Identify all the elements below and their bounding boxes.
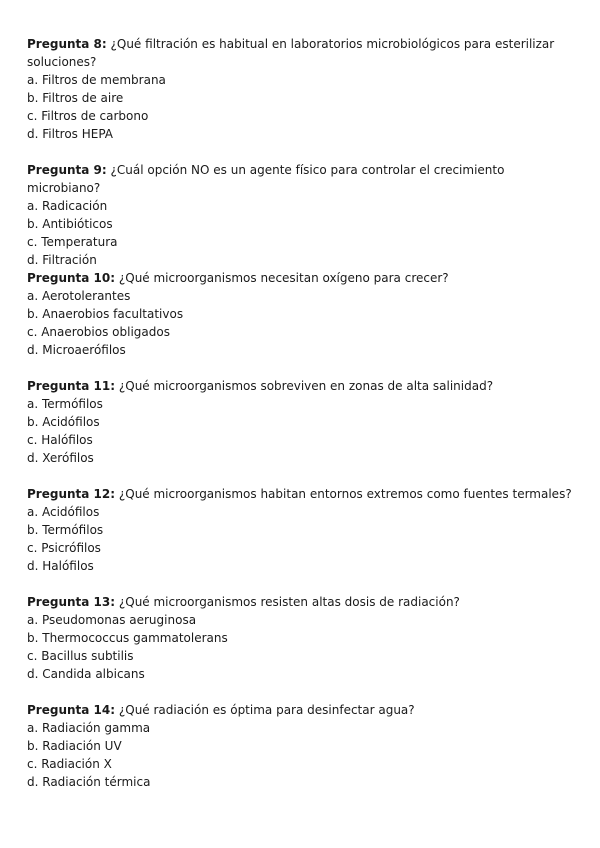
question-9: [27, 161, 572, 269]
option-c: c. Halófilos: [27, 433, 93, 447]
question-label: Pregunta 11:: [27, 379, 116, 393]
option-d: d. Microaerófilos: [27, 343, 126, 357]
question-text: [27, 161, 572, 197]
question-8: [27, 35, 572, 143]
question-text: [27, 35, 572, 71]
question-label: Pregunta 13:: [27, 595, 116, 609]
option-b: b. Radiación UV: [27, 739, 122, 753]
question-text: [27, 377, 572, 395]
question-text: [27, 485, 572, 503]
option-a: a. Filtros de membrana: [27, 73, 166, 87]
option-a: a. Pseudomonas aeruginosa: [27, 613, 197, 627]
option-a: a. Termófilos: [27, 397, 103, 411]
question-label: Pregunta 14:: [27, 703, 116, 717]
question-body: ¿Qué filtración es habitual en laboratorios microbiológicos para esterilizar soluciones?: [27, 37, 555, 69]
option-d: d. Candida albicans: [27, 667, 145, 681]
option-c: c. Temperatura: [27, 235, 118, 249]
question-text: [27, 701, 572, 719]
question-label: Pregunta 8:: [27, 37, 107, 51]
option-d: d. Xerófilos: [27, 451, 94, 465]
option-a: a. Radicación: [27, 199, 108, 213]
option-c: c. Radiación X: [27, 757, 112, 771]
question-label: Pregunta 9:: [27, 163, 107, 177]
option-a: a. Radiación gamma: [27, 721, 151, 735]
question-11: [27, 377, 572, 467]
option-b: b. Anaerobios facultativos: [27, 307, 184, 321]
question-10: [27, 269, 572, 359]
question-13: [27, 593, 572, 683]
question-body: ¿Qué microorganismos necesitan oxígeno para crecer?: [118, 271, 449, 285]
option-b: b. Antibióticos: [27, 217, 113, 231]
question-body: ¿Cuál opción NO es un agente físico para controlar el crecimiento microbiano?: [27, 163, 505, 195]
question-text: [27, 269, 572, 287]
option-d: d. Halófilos: [27, 559, 94, 573]
option-d: d. Radiación térmica: [27, 775, 151, 789]
question-body: ¿Qué microorganismos sobreviven en zonas de alta salinidad?: [118, 379, 494, 393]
question-text: [27, 593, 572, 611]
question-14: [27, 701, 572, 791]
option-a: a. Acidófilos: [27, 505, 100, 519]
question-12: [27, 485, 572, 575]
option-c: c. Bacillus subtilis: [27, 649, 134, 663]
option-d: d. Filtros HEPA: [27, 127, 114, 141]
question-label: Pregunta 10:: [27, 271, 116, 285]
option-a: a. Aerotolerantes: [27, 289, 131, 303]
question-body: ¿Qué microorganismos resisten altas dosis de radiación?: [118, 595, 460, 609]
question-body: ¿Qué radiación es óptima para desinfectar agua?: [118, 703, 415, 717]
option-b: b. Thermococcus gammatolerans: [27, 631, 228, 645]
option-c: c. Psicrófilos: [27, 541, 101, 555]
option-b: b. Acidófilos: [27, 415, 100, 429]
option-c: c. Filtros de carbono: [27, 109, 149, 123]
question-body: ¿Qué microorganismos habitan entornos extremos como fuentes termales?: [118, 487, 572, 501]
option-c: c. Anaerobios obligados: [27, 325, 170, 339]
option-b: b. Termófilos: [27, 523, 104, 537]
question-label: Pregunta 12:: [27, 487, 116, 501]
option-d: d. Filtración: [27, 253, 97, 267]
option-b: b. Filtros de aire: [27, 91, 124, 105]
